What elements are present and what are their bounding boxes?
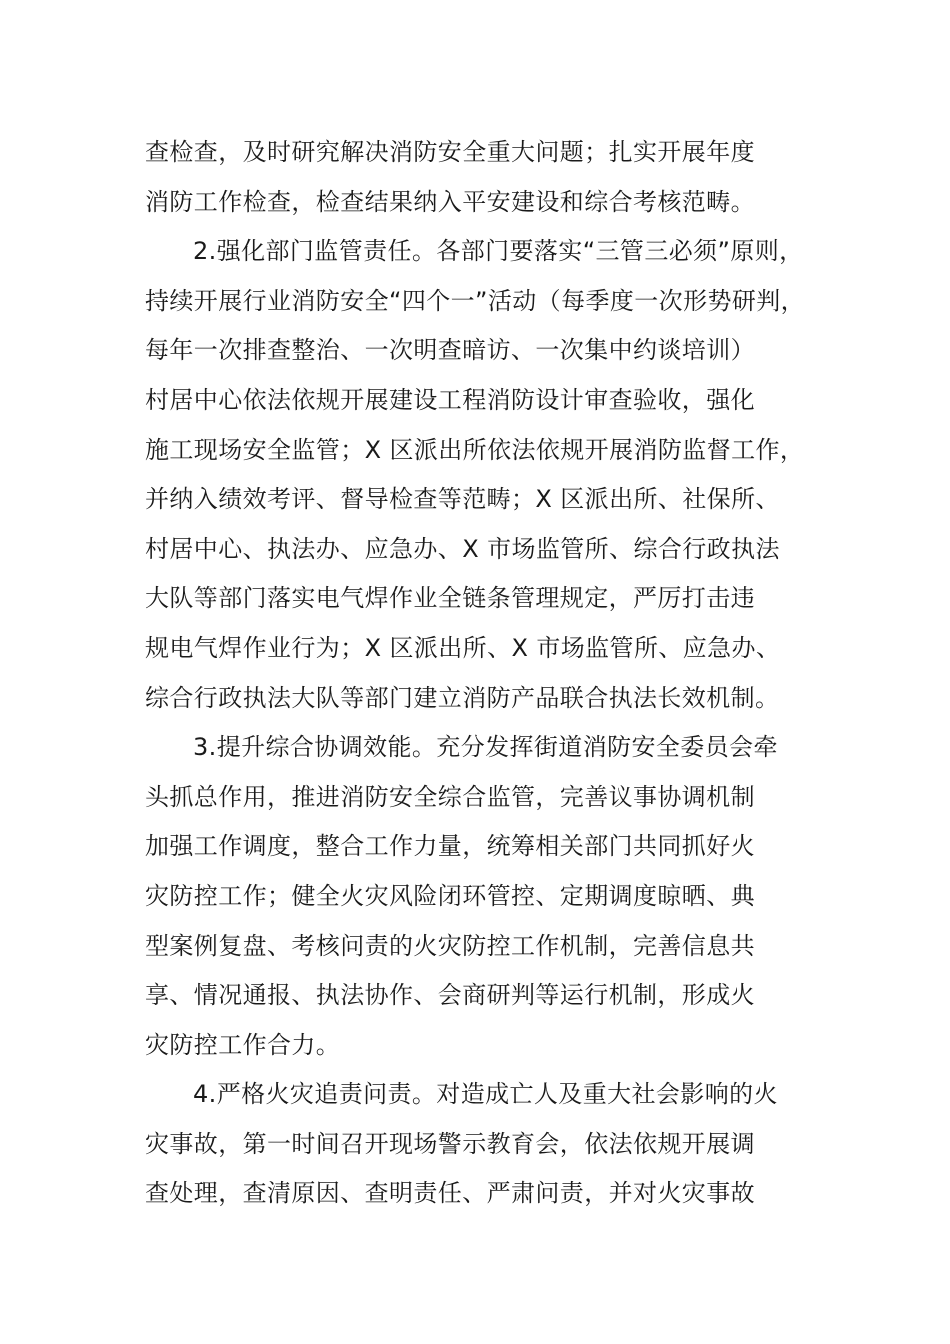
text-line: 头抓总作用，推进消防安全综合监管，完善议事协调机制 <box>145 782 755 811</box>
text-line: 灾防控工作合力。 <box>145 1030 341 1059</box>
text-line: 大队等部门落实电气焊作业全链条管理规定，严厉打击违 <box>145 584 755 613</box>
text-line: 持续开展行业消防安全“四个一”活动（每季度一次形势研判， <box>145 286 806 315</box>
text-line: 查处理，查清原因、查明责任、严肃问责，并对火灾事故 <box>145 1179 755 1208</box>
text-line: 施工现场安全监管；X 区派出所依法依规开展消防监督工作， <box>145 435 805 464</box>
text-line: 灾防控工作；健全火灾风险闭环管控、定期调度晾晒、典 <box>145 881 755 910</box>
text-line: 每年一次排查整治、一次明查暗访、一次集中约谈培训） <box>145 336 755 365</box>
paragraph-2-start: 2.强化部门监管责任。各部门要落实“三管三必须”原则， <box>193 237 804 266</box>
text-line: 查检查，及时研究解决消防安全重大问题；扎实开展年度 <box>145 138 755 166</box>
text-line: 村居中心依法依规开展建设工程消防设计审查验收，强化 <box>145 385 755 414</box>
text-line: 享、情况通报、执法协作、会商研判等运行机制，形成火 <box>145 981 755 1010</box>
text-line: 村居中心、执法办、应急办、X 市场监管所、综合行政执法 <box>145 534 780 563</box>
text-line: 并纳入绩效考评、督导检查等范畴；X 区派出所、社保所、 <box>145 485 780 514</box>
text-line: 消防工作检查，检查结果纳入平安建设和综合考核范畴。 <box>145 187 755 216</box>
paragraph-3-start: 3.提升综合协调效能。充分发挥街道消防安全委员会牵 <box>193 733 778 762</box>
text-line: 规电气焊作业行为；X 区派出所、X 市场监管所、应急办、 <box>145 633 781 662</box>
paragraph-4-start: 4.严格火灾追责问责。对造成亡人及重大社会影响的火 <box>193 1080 778 1109</box>
text-line: 型案例复盘、考核问责的火灾防控工作机制，完善信息共 <box>145 931 755 960</box>
text-line: 灾事故，第一时间召开现场警示教育会，依法依规开展调 <box>145 1129 755 1158</box>
text-line: 综合行政执法大队等部门建立消防产品联合执法长效机制。 <box>145 683 780 712</box>
body-text <box>145 128 825 1219</box>
text-line: 加强工作调度，整合工作力量，统筹相关部门共同抓好火 <box>145 832 755 861</box>
